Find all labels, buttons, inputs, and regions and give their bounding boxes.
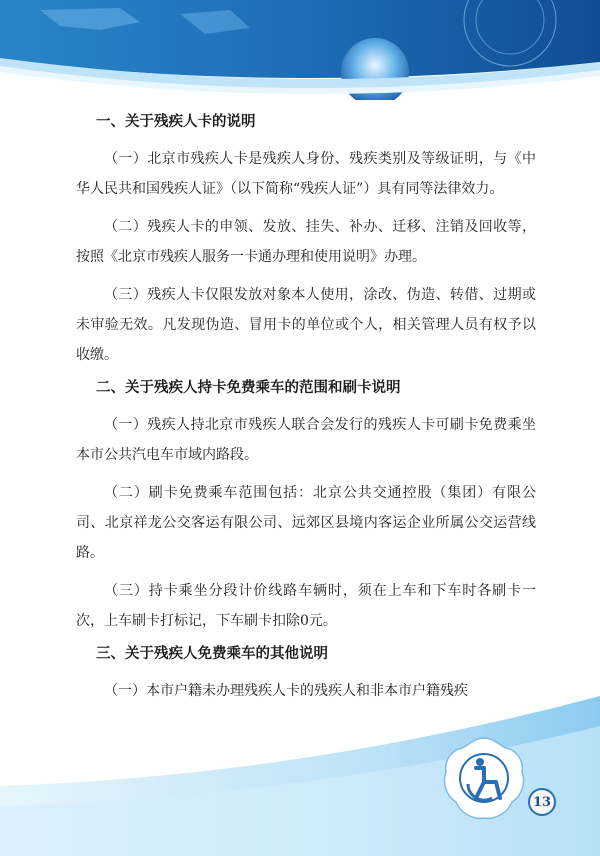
document-body [76,112,536,714]
section-1-heading: 一、关于残疾人卡的说明 [96,114,256,130]
section-1-paragraph: （三）残疾人卡仅限发放对象本人使用，涂改、伪造、转借、过期或未审验无效。凡发现伪造、冒用卡的单位或个人，相关管理人员有权予以收缴。 [76,287,536,363]
section-2-heading: 二、关于残疾人持卡免费乘车的范围和刷卡说明 [96,380,401,396]
section-3-paragraph: （一）本市户籍未办理残疾人卡的残疾人和非本市户籍残疾 [104,683,468,699]
section-3-heading: 三、关于残疾人免费乘车的其他说明 [96,646,328,662]
section-2-paragraph: （三）持卡乘坐分段计价线路车辆时，须在上车和下车时各刷卡一次，上车刷卡打标记，下车刷卡扣除0元。 [76,583,536,629]
page-number: 13 [528,788,556,816]
section-1-paragraph: （二）残疾人卡的申领、发放、挂失、补办、迁移、注销及回收等，按照《北京市残疾人服务一卡通办理和使用说明》办理。 [76,219,536,265]
header-banner [0,0,600,100]
section-2-paragraph: （二）刷卡免费乘车范围包括：北京公共交通控股（集团）有限公司、北京祥龙公交客运有限公司、远郊区县境内客运企业所属公交运营线路。 [76,485,536,561]
section-1-paragraph: （一）北京市残疾人卡是残疾人身份、残疾类别及等级证明，与《中华人民共和国残疾人证》（以下简称“残疾人证”）具有同等法律效力。 [76,151,536,197]
disability-federation-logo [440,732,528,824]
section-2-paragraph: （一）残疾人持北京市残疾人联合会发行的残疾人卡可刷卡免费乘坐本市公共汽电车市域内路段。 [76,417,536,463]
